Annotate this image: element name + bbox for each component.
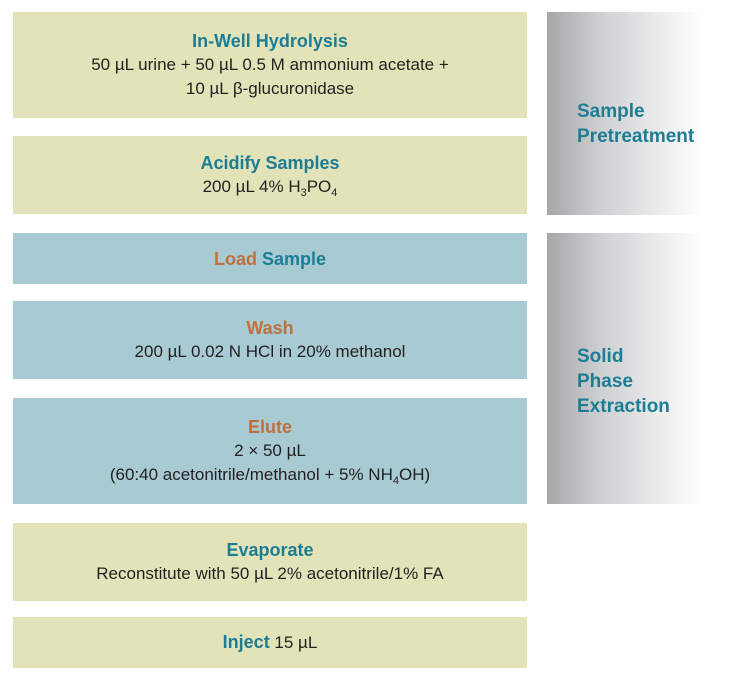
step-acidify (13, 136, 527, 214)
step-hydrolysis-title: In-Well Hydrolysis (192, 31, 348, 51)
side-label-pretreatment (577, 99, 694, 149)
step-hydrolysis-line1: 50 µL urine + 50 µL 0.5 M ammonium acetate + (91, 55, 449, 74)
step-evaporate-line1: Reconstitute with 50 µL 2% acetonitrile/1% FA (96, 564, 444, 583)
acidify-formula-sub1: 3 (300, 187, 307, 199)
step-elute (13, 398, 527, 504)
step-acidify-title: Acidify Samples (200, 153, 340, 173)
elute-line2-prefix: (60:40 acetonitrile/methanol + 5% NH (109, 465, 393, 484)
step-acidify-reagent (203, 175, 338, 199)
step-load-word1: Load (213, 248, 257, 269)
side-label-spe-line1: Solid (577, 346, 624, 367)
side-label-spe (577, 344, 670, 419)
elute-line2-sub: 4 (392, 475, 399, 487)
step-inject-content (223, 630, 318, 655)
step-evaporate-title: Evaporate (226, 540, 314, 560)
side-label-spe-line2: Phase (577, 371, 633, 392)
step-inject-title: Inject (222, 632, 270, 652)
step-elute-title: Elute (247, 417, 292, 437)
acidify-formula-mid: PO (306, 177, 332, 196)
step-load-title (214, 247, 326, 271)
step-hydrolysis-line2: 10 µL β-glucuronidase (185, 79, 355, 98)
acidify-formula-sub2: 4 (331, 187, 338, 199)
side-label-pretreatment-line2: Pretreatment (577, 126, 695, 147)
step-wash-title: Wash (246, 318, 294, 338)
step-elute-line2 (110, 463, 430, 487)
step-load (13, 233, 527, 284)
side-label-pretreatment-line1: Sample (577, 101, 645, 122)
side-label-spe-line3: Extraction (577, 396, 670, 417)
step-hydrolysis (13, 12, 527, 118)
step-wash-line1: 200 µL 0.02 N HCl in 20% methanol (134, 342, 406, 361)
step-evaporate (13, 523, 527, 601)
step-load-word2: Sample (261, 248, 327, 269)
step-inject (13, 617, 527, 668)
acidify-formula-prefix: 200 µL 4% H (202, 177, 301, 196)
step-wash (13, 301, 527, 379)
step-elute-line1: 2 × 50 µL (234, 441, 306, 460)
step-inject-volume: 15 µL (274, 633, 318, 652)
elute-line2-suffix: OH) (398, 465, 431, 484)
